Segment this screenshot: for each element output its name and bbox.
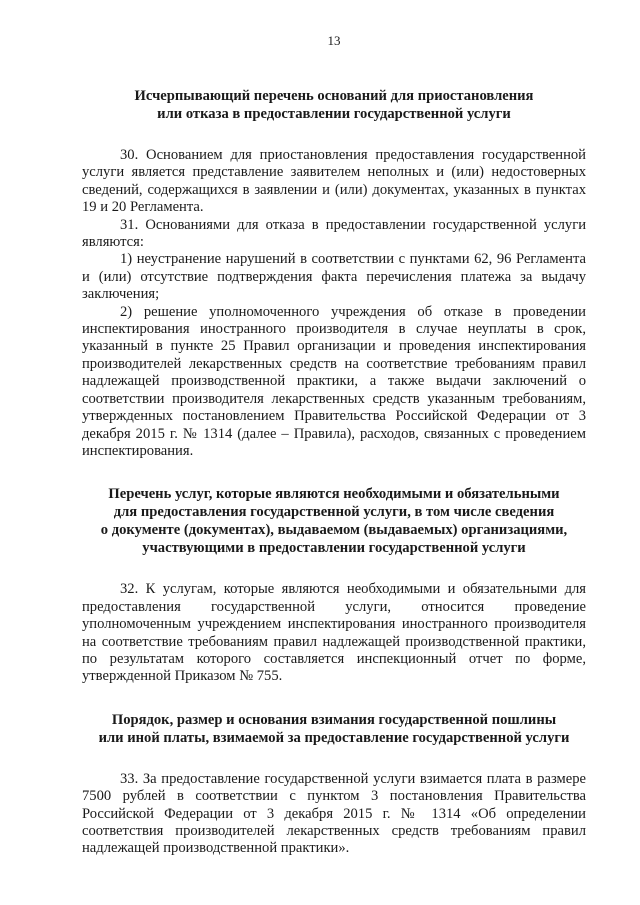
title-line: или иной платы, взимаемой за предоставление государственной услуги [98,729,570,746]
title-line: Порядок, размер и основания взимания государственной пошлины [111,711,557,728]
title-line: для предоставления государственной услуги, в том числе сведения [113,504,555,521]
section-title-required-services [82,485,586,557]
paragraph-31-item-1: 1) неустранение нарушений в соответствии с пунктами 62, 96 Регламента и (или) отсутствие подтверждения факта перечисления платежа за выдачу заключения; [82,251,586,303]
paragraph-31-item-2: 2) решение уполномоченного учреждения об отказе в проведении инспектирования иностранного производителя в случае неуплаты в срок, указанный в пункте 25 Правил организации и проведения инспектирования производителей лекарственных средств на соответствие требованиям правил надлежащей производственной практики, а также выдачи заключений о соответствии производителя лекарственных средств указанным требованиям, утвержденных постановлением Правительства Российской Федерации от 3 декабря 2015 г. № 1314 (далее – Правила), расходов, связанных с проведением инспектирования. [82,303,586,459]
section-title-state-fee [82,711,586,747]
title-line: Исчерпывающий перечень оснований для приостановления [134,88,534,104]
title-line: участвующими в предоставлении государственной услуги [142,540,526,557]
paragraph-30: 30. Основанием для приостановления предоставления государственной услуги является представление заявителем неполных и (или) недостоверных сведений, содержащихся в заявлении и (или) документах, указанных в пунктах 19 и 20 Регламента. [82,147,586,216]
paragraph-31: 31. Основаниями для отказа в предоставлении государственной услуги являются: [82,216,586,251]
paragraph-32: 32. К услугам, которые являются необходимыми и обязательными для предоставления государственной услуги, относится проведение уполномоченным учреждением инспектирования иностранного производителя на соответствие требованиям правил надлежащей производственной практики, по результатам которого составляется инспекционный отчет по форме, утвержденной Приказом № 755. [82,581,586,685]
title-line: о документе (документах), выдаваемом (выдаваемых) организациями, [100,522,568,539]
title-line: или отказа в предоставлении государственной услуги [157,106,511,122]
paragraph-33: 33. За предоставление государственной услуги взимается плата в размере 7500 рублей в соответствии с пунктом 3 постановления Правительства Российской Федерации от 3 декабря 2015 г. № 1314 «Об определении соответствия производителей лекарственных средств требованиям правил надлежащей производственной практики». [82,770,586,857]
section-title-grounds-for-refusal [82,87,586,123]
page-number: 13 [327,33,341,48]
title-line: Перечень услуг, которые являются необходимыми и обязательными [108,486,560,503]
